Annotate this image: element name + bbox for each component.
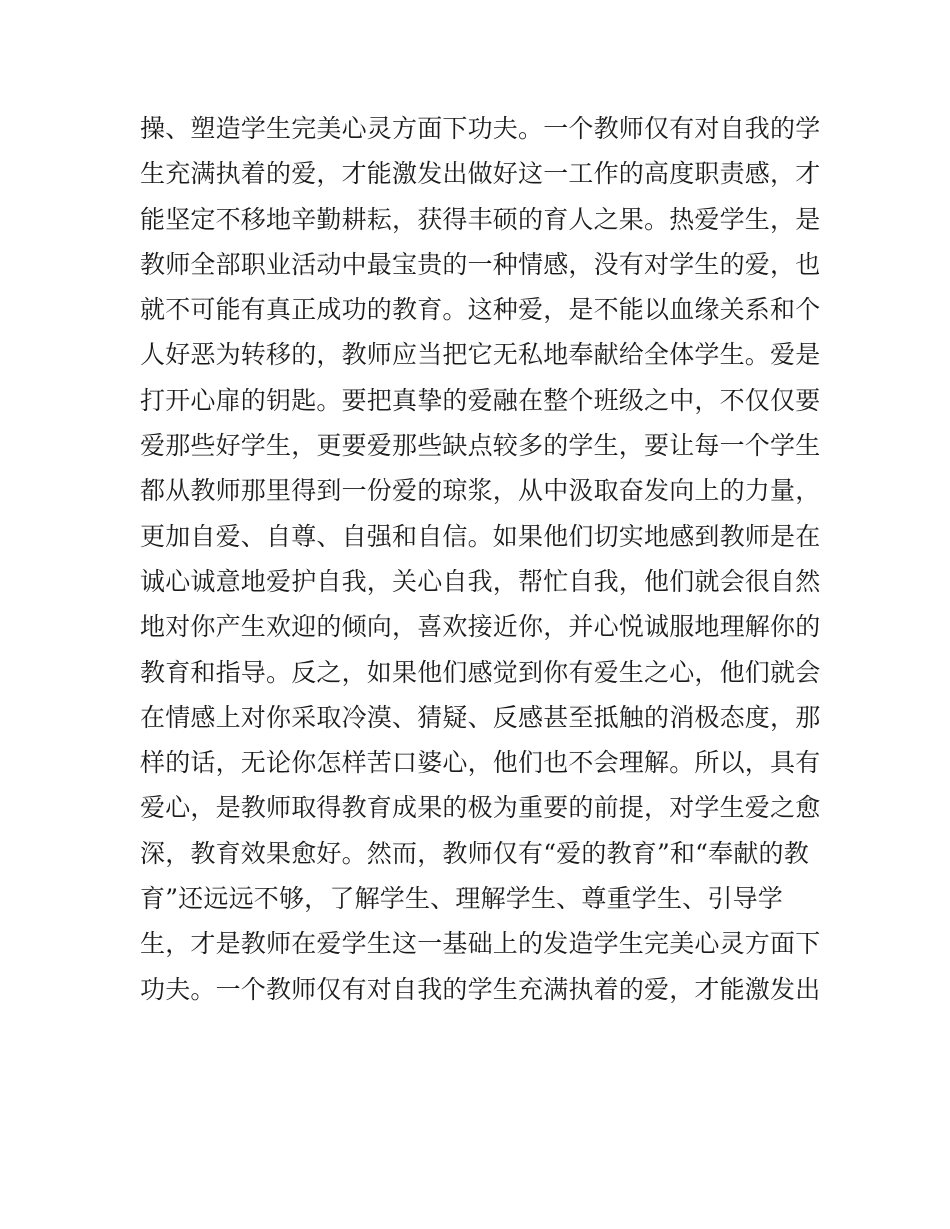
- text-line: 育”还远远不够，了解学生、理解学生、尊重学生、引导学: [140, 884, 783, 914]
- text-line: 生，才是教师在爱学生这一基础上的发造学生完美心灵方面下: [140, 929, 821, 959]
- text-line: 地对你产生欢迎的倾向，喜欢接近你，并心悦诚服地理解你的: [140, 612, 821, 642]
- text-line: 功夫。一个教师仅有对自我的学生充满执着的爱，才能激发出: [140, 974, 821, 1004]
- text-line: 诚心诚意地爱护自我，关心自我，帮忙自我，他们就会很自然: [140, 566, 821, 596]
- text-line: 样的话，无论你怎样苦口婆心，他们也不会理解。所以，具有: [140, 748, 821, 778]
- text-line: 教育和指导。反之，如果他们感觉到你有爱生之心，他们就会: [140, 657, 821, 687]
- text-line: 能坚定不移地辛勤耕耘，获得丰硕的育人之果。热爱学生，是: [140, 204, 821, 234]
- body-text: [140, 106, 820, 1012]
- text-line: 爱那些好学生，更要爱那些缺点较多的学生，要让每一个学生: [140, 431, 821, 461]
- text-line: 教师全部职业活动中最宝贵的一种情感，没有对学生的爱，也: [140, 249, 821, 279]
- text-line: 操、塑造学生完美心灵方面下功夫。一个教师仅有对自我的学: [140, 114, 821, 143]
- text-line: 爱心，是教师取得教育成果的极为重要的前提，对学生爱之愈: [140, 793, 821, 823]
- text-line: 打开心扉的钥匙。要把真挚的爱融在整个班级之中，不仅仅要: [140, 385, 821, 415]
- text-line: 深，教育效果愈好。然而，教师仅有“爱的教育”和“奉献的教: [140, 838, 809, 868]
- text-line: 生充满执着的爱，才能激发出做好这一工作的高度职责感，才: [140, 159, 821, 189]
- text-line: 都从教师那里得到一份爱的琼浆，从中汲取奋发向上的力量，: [140, 476, 821, 506]
- text-line: 就不可能有真正成功的教育。这种爱，是不能以血缘关系和个: [140, 295, 821, 325]
- text-line: 在情感上对你采取冷漠、猜疑、反感甚至抵触的消极态度，那: [140, 702, 821, 732]
- text-line: 更加自爱、自尊、自强和自信。如果他们切实地感到教师是在: [140, 521, 821, 551]
- text-line: 人好恶为转移的，教师应当把它无私地奉献给全体学生。爱是: [140, 340, 821, 370]
